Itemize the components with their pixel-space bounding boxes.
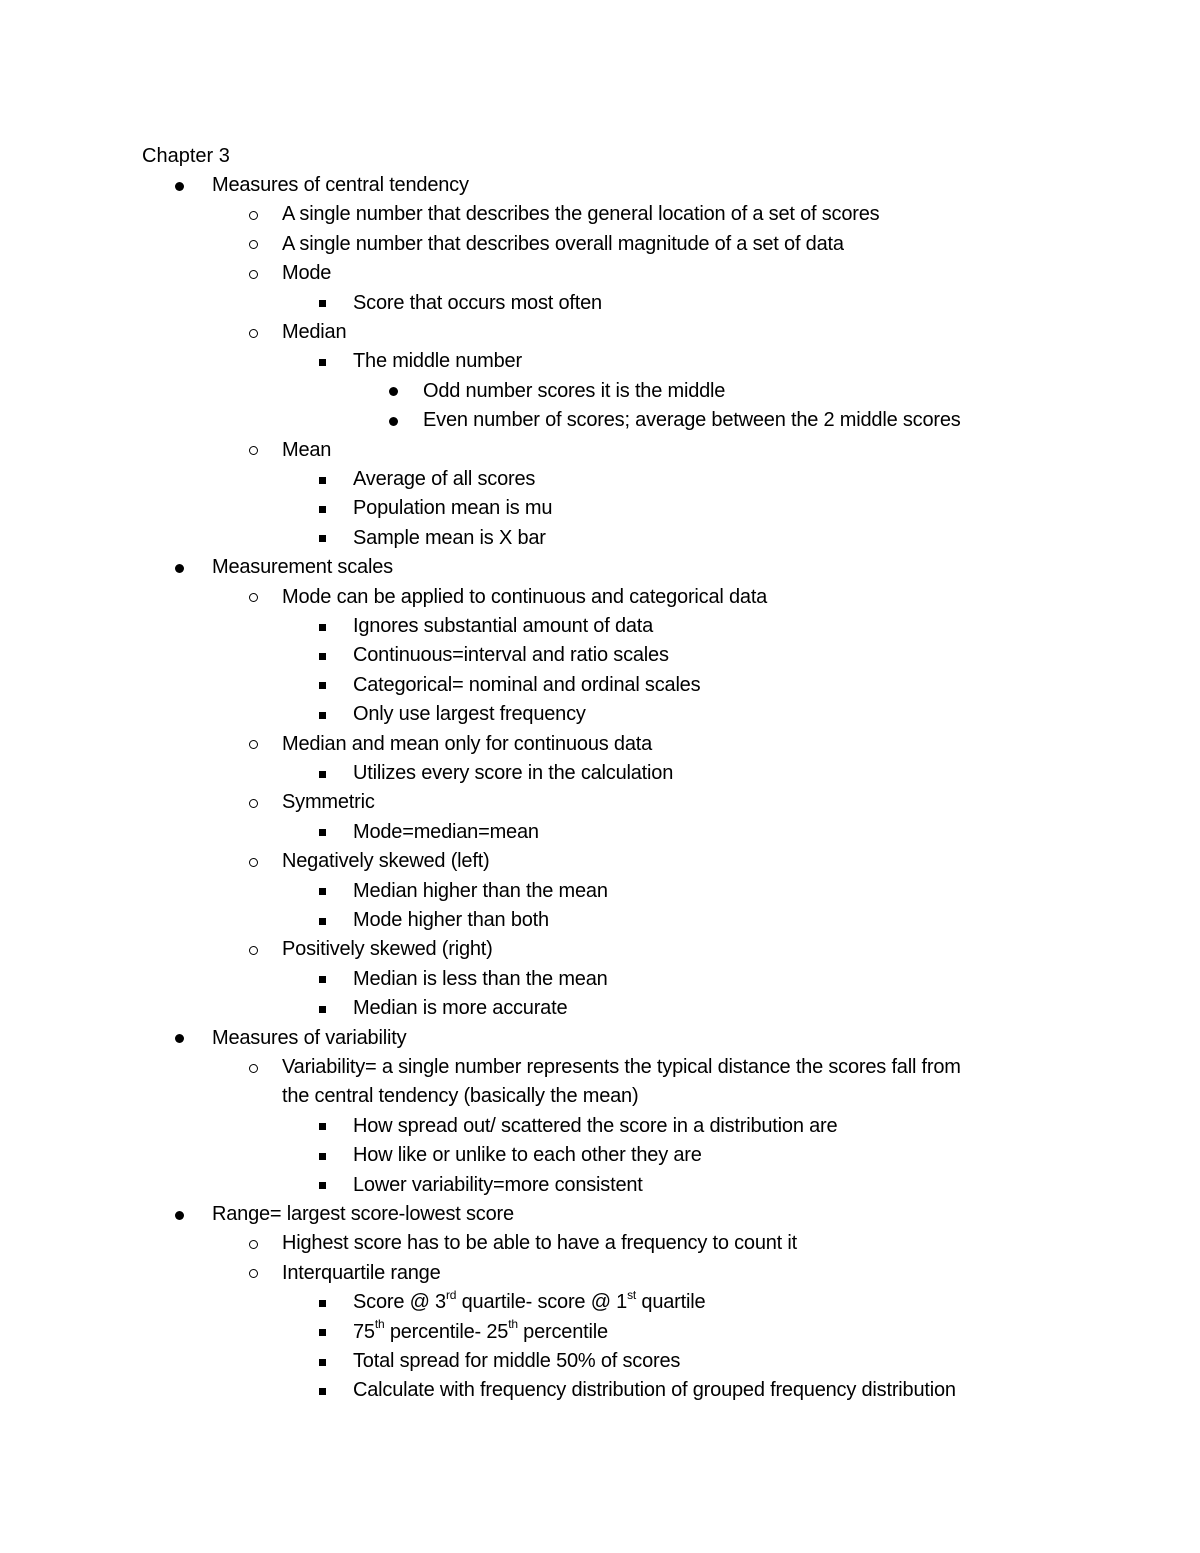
outline-item-level-2: A single number that describes the general location of a set of scores — [282, 203, 880, 226]
outline-item-level-1: Measurement scales — [212, 556, 393, 579]
bullet-circle-icon — [249, 946, 258, 955]
outline-item-level-3: Median higher than the mean — [353, 879, 608, 902]
outline-item-level-2: Mean — [282, 438, 332, 461]
bullet-circle-icon — [249, 211, 258, 220]
page-title: Chapter 3 — [142, 145, 230, 167]
bullet-circle-icon — [249, 1240, 258, 1249]
bullet-square-icon — [319, 918, 326, 925]
outline-item-level-3: Continuous=interval and ratio scales — [353, 644, 669, 667]
text-run: percentile — [517, 1320, 608, 1343]
outline-item-level-3: Mode higher than both — [353, 909, 549, 931]
text-run: quartile — [636, 1291, 706, 1314]
outline-item-level-2: Mode — [282, 262, 332, 285]
bullet-square-icon — [319, 771, 326, 778]
bullet-square-icon — [319, 1153, 326, 1160]
bullet-square-icon — [319, 888, 326, 895]
outline-item-level-1: Measures of central tendency — [212, 174, 469, 196]
bullet-circle-icon — [249, 799, 258, 808]
outline-item-level-3: Average of all scores — [353, 468, 536, 490]
outline-item-level-2: Interquartile range — [282, 1261, 441, 1284]
bullet-square-icon — [319, 1006, 326, 1013]
bullet-circle-icon — [249, 1269, 258, 1278]
bullet-square-icon — [319, 535, 326, 542]
bullet-square-icon — [319, 1123, 326, 1130]
outline-item-level-3 — [353, 1316, 608, 1345]
bullet-square-icon — [319, 1329, 326, 1336]
outline-item-level-3: Score that occurs most often — [353, 291, 602, 314]
outline-item-level-3: How spread out/ scattered the score in a distribution are — [353, 1114, 838, 1137]
outline-item-level-3: How like or unlike to each other they are — [353, 1144, 702, 1167]
outline-item-level-2: Negatively skewed (left) — [282, 850, 490, 873]
bullet-square-icon — [319, 1182, 326, 1189]
outline-item-level-3: Sample mean is X bar — [353, 526, 546, 549]
superscript: rd — [446, 1287, 457, 1302]
outline-item-level-2: Mode can be applied to continuous and categorical data — [282, 585, 768, 608]
outline-item-level-4: Even number of scores; average between the 2 middle scores — [423, 409, 961, 432]
bullet-square-icon — [319, 624, 326, 631]
outline-item-level-2: Variability= a single number represents the typical distance the scores fall from — [282, 1056, 961, 1078]
text-run: quartile- score @ 1 — [456, 1291, 628, 1314]
outline-item-level-1: Measures of variability — [212, 1026, 407, 1049]
outline-item-level-3: Median is less than the mean — [353, 967, 608, 990]
bullet-circle-icon — [249, 593, 258, 602]
outline-item-level-2: A single number that describes overall magnitude of a set of data — [282, 232, 844, 255]
outline-item-level-3: Only use largest frequency — [353, 703, 586, 726]
bullet-dot-icon — [175, 182, 184, 191]
bullet-circle-icon — [249, 270, 258, 279]
text-run: Score @ 3 — [353, 1291, 446, 1314]
outline-item-level-2: Symmetric — [282, 791, 375, 814]
outline-item-level-3: Median is more accurate — [353, 997, 568, 1020]
outline-item-level-3: Utilizes every score in the calculation — [353, 762, 674, 784]
outline-item-level-3: Calculate with frequency distribution of grouped frequency distribution — [353, 1379, 956, 1402]
outline-item-level-3: Lower variability=more consistent — [353, 1173, 643, 1196]
outline-item-level-3: The middle number — [353, 350, 522, 373]
text-run: percentile- 25 — [384, 1320, 509, 1343]
bullet-square-icon — [319, 477, 326, 484]
text-run: 75 — [353, 1320, 375, 1343]
outline-item-level-3 — [353, 1289, 705, 1315]
superscript: th — [508, 1316, 518, 1331]
bullet-square-icon — [319, 712, 326, 719]
outline-item-level-3: Mode=median=mean — [353, 820, 539, 843]
bullet-square-icon — [319, 506, 326, 513]
bullet-square-icon — [319, 682, 326, 689]
bullet-square-icon — [319, 1359, 326, 1366]
bullet-square-icon — [319, 359, 326, 366]
bullet-dot-icon — [389, 387, 398, 396]
bullet-circle-icon — [249, 1064, 258, 1073]
bullet-dot-icon — [389, 417, 398, 426]
outline-item-level-2: Median and mean only for continuous data — [282, 732, 653, 755]
bullet-circle-icon — [249, 858, 258, 867]
bullet-circle-icon — [249, 740, 258, 749]
outline-item-level-3: Total spread for middle 50% of scores — [353, 1350, 681, 1372]
outline-item-level-4: Odd number scores it is the middle — [423, 379, 726, 402]
outline-item-level-3: Categorical= nominal and ordinal scales — [353, 673, 701, 696]
outline-item-level-2: Positively skewed (right) — [282, 938, 493, 961]
bullet-square-icon — [319, 829, 326, 836]
superscript: st — [627, 1287, 637, 1302]
bullet-dot-icon — [175, 1034, 184, 1043]
bullet-square-icon — [319, 653, 326, 660]
bullet-square-icon — [319, 300, 326, 307]
outline-item-level-2: Highest score has to be able to have a frequency to count it — [282, 1232, 797, 1255]
bullet-circle-icon — [249, 446, 258, 455]
superscript: th — [374, 1316, 385, 1331]
bullet-circle-icon — [249, 240, 258, 249]
bullet-dot-icon — [175, 1211, 184, 1220]
outline-item-level-3: Ignores substantial amount of data — [353, 615, 654, 637]
bullet-square-icon — [319, 1388, 326, 1395]
outline-item-level-1: Range= largest score-lowest score — [212, 1203, 514, 1225]
bullet-square-icon — [319, 1300, 326, 1307]
outline-item-level-2: Median — [282, 321, 347, 343]
bullet-square-icon — [319, 976, 326, 983]
bullet-dot-icon — [175, 564, 184, 573]
outline-item-level-0: the central tendency (basically the mean) — [282, 1085, 639, 1108]
outline-item-level-3: Population mean is mu — [353, 497, 553, 520]
bullet-circle-icon — [249, 329, 258, 338]
